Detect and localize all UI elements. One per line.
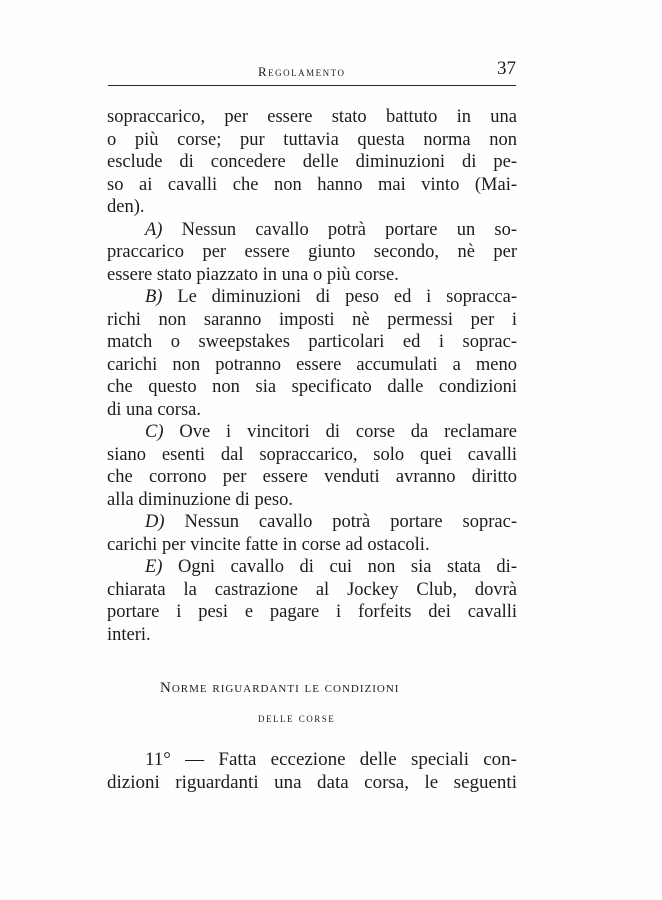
text-line: che corrono per essere venduti avranno diritto (107, 467, 517, 487)
header-divider (108, 85, 516, 86)
paragraph-marker-d: D) (145, 512, 165, 532)
text-line: sopraccarico, per essere stato battuto in una (107, 107, 517, 127)
text-fragment: Le diminuzioni di peso ed i sopracca- (177, 287, 517, 307)
section-heading: Norme riguardanti le condizioni (160, 680, 400, 696)
text-fragment: Ove i vincitori di corse da reclamare (179, 422, 518, 442)
article-first-line (107, 747, 517, 770)
text-line: alla diminuzione di peso. (107, 489, 293, 510)
text-line: siano esenti dal sopraccarico, solo quei cavalli (107, 444, 517, 465)
text-line: praccarico per essere giunto secondo, nè per (107, 242, 517, 262)
running-title: Regolamento (258, 64, 346, 79)
text-line: essere stato piazzato in una o più corse. (107, 264, 399, 285)
text-line: so ai cavalli che non hanno mai vinto (Mai- (107, 174, 517, 195)
paragraph-d-first-line (107, 511, 517, 534)
section-subheading: delle corse (258, 710, 336, 725)
paragraph-marker-b: B) (145, 287, 163, 307)
text-line: portare i pesi e pagare i forfeits dei cavalli (107, 602, 517, 622)
text-line: carichi per vincite fatte in corse ad ostacoli. (107, 534, 430, 555)
text-fragment: Ogni cavallo di cui non sia stata di- (178, 557, 517, 577)
article-11-text (107, 747, 517, 796)
paragraph-marker-e: E) (145, 557, 163, 577)
paragraph-a-first-line (107, 219, 517, 242)
text-line: interi. (107, 624, 151, 645)
text-line: richi non saranno imposti nè permessi per i (107, 309, 517, 330)
body-text (107, 106, 517, 646)
text-fragment: Nessun cavallo potrà portare un so- (181, 219, 518, 240)
page-number: 37 (497, 58, 516, 79)
text-line: esclude di concedere delle diminuzioni di pe- (107, 152, 517, 172)
text-fragment: Nessun cavallo potrà portare soprac- (184, 512, 517, 532)
running-header (108, 58, 516, 84)
paragraph-e-first-line (107, 556, 517, 579)
paragraph-b-first-line (107, 286, 517, 309)
paragraph-marker-a: A) (145, 219, 163, 240)
text-line: dizioni riguardanti una data corsa, le seguenti (107, 771, 517, 793)
text-line: che questo non sia specificato dalle condizioni (107, 377, 517, 397)
paragraph-c-first-line (107, 421, 517, 444)
text-line: chiarata la castrazione al Jockey Club, dovrà (107, 579, 517, 600)
text-line: match o sweepstakes particolari ed i soprac- (107, 332, 517, 352)
text-line: di una corsa. (107, 399, 202, 420)
text-line: carichi non potranno essere accumulati a meno (107, 354, 517, 375)
text-line: den). (107, 197, 145, 217)
text-line: o più corse; pur tuttavia questa norma non (107, 129, 517, 150)
paragraph-marker-c: C) (145, 422, 164, 442)
text-fragment: 11° — Fatta eccezione delle speciali con- (145, 749, 517, 770)
